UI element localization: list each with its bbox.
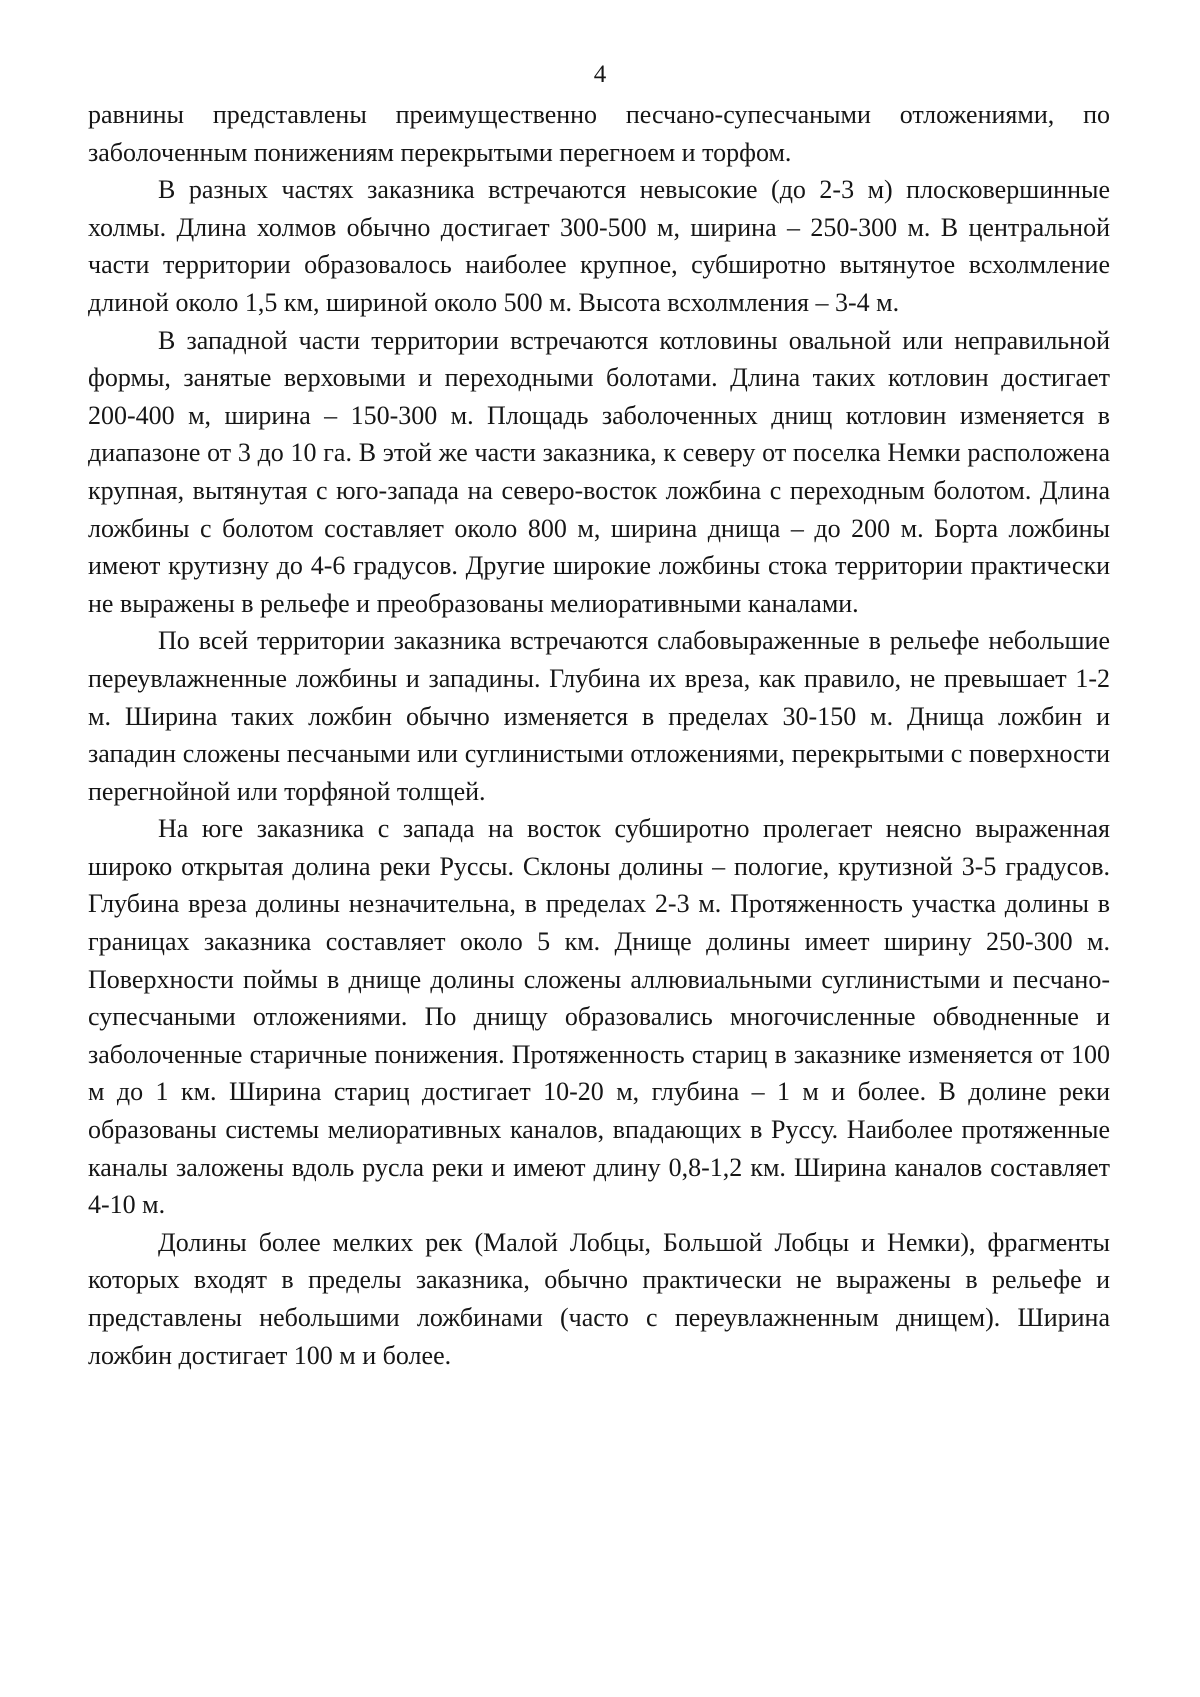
paragraph-small-rivers: Долины более мелких рек (Малой Лобцы, Большой Лобцы и Немки), фрагменты которых входят в пределы заказника, обычно практически не выражены в рельефе и представлены небольшими ложбинами (часто с переувлажненным днищем). Ширина ложбин достигает 100 м и более.: [88, 1227, 1110, 1370]
paragraph-western-basins: В западной части территории встречаются котловины овальной или неправильной формы, занятые верховыми и переходными болотами. Длина таких котловин достигает 200-400 м, ширина – 150-300 м. Площадь заболоченных днищ котловин изменяется в диапазоне от 3 до 10 га. В этой же части заказника, к северу от поселка Немки расположена крупная, вытянутая с юго-запада на северо-восток ложбина с переходным болотом. Длина ложбины с болотом составляет около 800 м, ширина днища – до 200 м. Борта ложбины имеют крутизну до 4-6 градусов. Другие широкие ложбины стока территории практически не выражены в рельефе и преобразованы мелиоративными каналами.: [88, 325, 1110, 618]
paragraph-russa-valley: На юге заказника с запада на восток субширотно пролегает неясно выраженная широко открытая долина реки Руссы. Склоны долины – пологие, крутизной 3-5 градусов. Глубина вреза долины незначительна, в пределах 2-3 м. Протяженность участка долины в границах заказника составляет около 5 км. Днище долины имеет ширину 250-300 м. Поверхности поймы в днище долины сложены аллювиальными суглинистыми и песчано-супесчаными отложениями. По днищу образовались многочисленные обводненные и заболоченные старичные понижения. Протяженность стариц в заказнике изменяется от 100 м до 1 км. Ширина стариц достигает 10-20 м, глубина – 1 м и более. В долине реки образованы системы мелиоративных каналов, впадающих в Руссу. Наиболее протяженные каналы заложены вдоль русла реки и имеют длину 0,8-1,2 км. Ширина каналов составляет 4-10 м.: [88, 814, 1110, 1220]
page-number: 4: [593, 61, 607, 88]
paragraph-hills: В разных частях заказника встречаются невысокие (до 2-3 м) плосковершинные холмы. Длина холмов обычно достигает 300-500 м, ширина – 250-300 м. В центральной части территории образовалось наиболее крупное, субширотно вытянутое всхолмление длиной около 1,5 км, шириной около 500 м. Высота всхолмления – 3-4 м.: [88, 175, 1110, 317]
paragraph-hollows: По всей территории заказника встречаются слабовыраженные в рельефе небольшие переувлажненные ложбины и западины. Глубина их вреза, как правило, не превышает 1-2 м. Ширина таких ложбин обычно изменяется в пределах 30-150 м. Днища ложбин и западин сложены песчаными или суглинистыми отложениями, перекрытыми с поверхности перегнойной или торфяной толщей.: [88, 626, 1110, 806]
paragraph-continuation: равнины представлены преимущественно песчано-супесчаными отложениями, по заболоченным понижениям перекрытыми перегноем и торфом.: [88, 100, 1110, 167]
body-text: [88, 96, 1110, 1374]
